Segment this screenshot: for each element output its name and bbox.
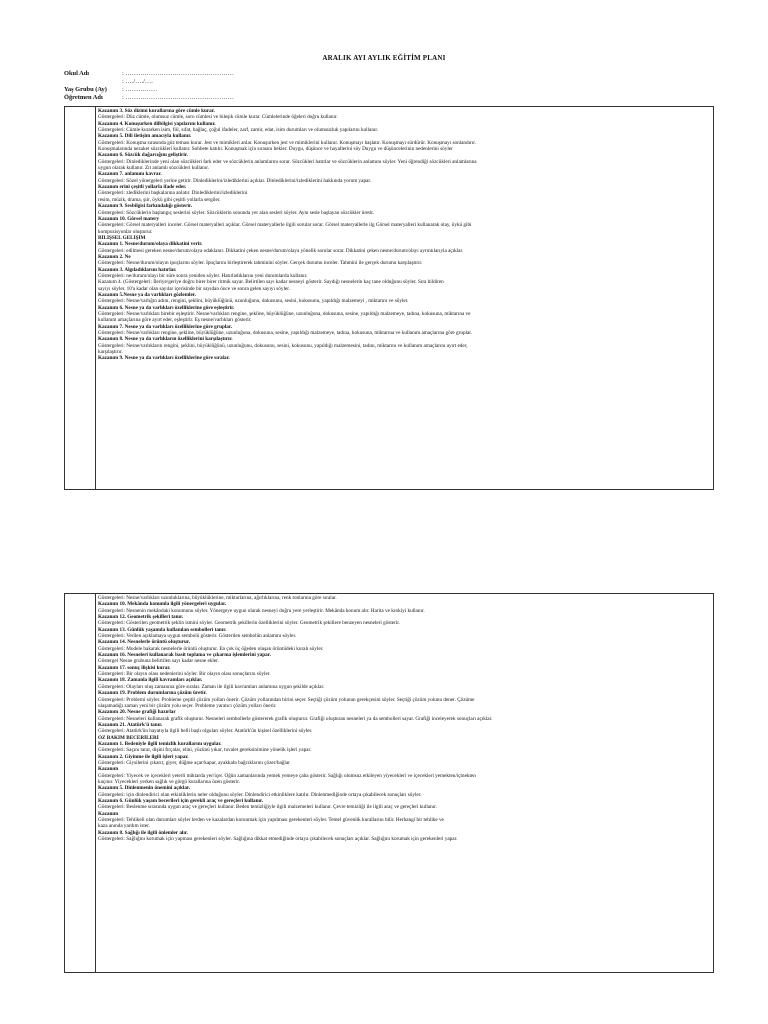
- gosterge-text: Göstergeleri: Atatürk'ün hayatıyla ilgili belli başlı olguları söyler. Atatürk'ün kişisel özelliklerini söyler.: [98, 728, 313, 735]
- info-value: : …./…./….: [122, 78, 153, 85]
- info-label: Öğretmen Adı: [64, 94, 103, 101]
- kazanim-heading: Kazanım 17. sonuç ilişkisi kurar.: [98, 664, 171, 671]
- gosterge-text: uygun olarak kullanır. Zıt anlamlı sözcükleri kullanır.: [98, 165, 209, 172]
- gosterge-text: Göstergeleri: Bir olayın olası nedenlerini söyler. Bir olayın olası sonuçlarını söyler.: [98, 671, 271, 678]
- gosterge-text: sayıyı söyler. 10'a kadar olan sayılar içerisinde bir sayıdan önce ve sonra gelen sayıyı söyler.: [98, 285, 290, 292]
- kazanim-heading: Kazanım 5. Dili iletişim amacıyla kullanır.: [98, 133, 192, 140]
- gosterge-text: ulaşamadığı zaman yeni bir çözüm yolu seçer. Probleme yaratıcı çözüm yolları önerir.: [98, 702, 277, 709]
- gosterge-text: Göstergeleri: Olayları oluş zamanına göre sıralar. Zaman ile ilgili kavramları anlamına uygun şekilde açıklar.: [98, 683, 325, 690]
- gosterge-text: Göstergeleri: edilmesi gereken nesne/durum/olaya odaklanır. Dikkatini çeken nesne/durum/olaya yönelik sorular sorar. Dikkatini çeken nesne/durum/olayı ayrıntılarıyla açıklar.: [98, 247, 464, 254]
- gosterge-text: kullanım amaçlarına göre ayırt eder, eşleştirir. Eş nesne/varlıkları gösterir.: [98, 317, 252, 324]
- kazanim-heading: Kazanım 9. Sesbilgisi farkındalığı gösterir.: [98, 203, 193, 210]
- kazanim-heading: Kazanım 8. Nesne ya da varlıkların özelliklerini karşılaştırır.: [98, 336, 233, 343]
- gosterge-text: kaçınır. Yiyecekleri yerken sağlık ve görgü kurallarına özen gösterir.: [98, 778, 241, 785]
- kazanim-heading: Kazanım 10. Görsel matery: [98, 215, 160, 222]
- gosterge-text: Göstergeleri: Nesne/varlıkların rengini, şeklini, büyüklüğünü, uzunluğunu, dokusunu, sesini, kokusunu, yapıldığı malzemesini, tadını, miktarını ve kullanım amaçlarını ayırt eder,: [98, 342, 468, 349]
- gosterge-text: Göstergeleri: zlediklerini başkalarına anlatır. Dinlediklerini/izlediklerini: [98, 190, 248, 197]
- info-value: : ……………: [122, 86, 158, 93]
- gosterge-text: Göstergeleri: ne/durum/olayı bir süre sonra yeniden söyler. Hatırladıklarını yeni durumlarda kullanır.: [98, 272, 308, 279]
- kazanim-heading: Kazanım 9. Nesne ya da varlıkları özelliklerine göre sıralar.: [98, 355, 230, 362]
- kazanim-heading: Kazanım: [98, 810, 119, 817]
- gosterge-text: Konuşmalarında nezaket sözcükleri kullanır. Sohbete katılır. Konuşmak için sırasını bekler. Duygu, düşünce ve hayallerini söy Duygu ve düşüncelerinin nedenlerini söyler: [98, 146, 453, 153]
- info-label: Yaş Grubu (Ay): [64, 86, 107, 93]
- table-left-column: [95, 107, 96, 489]
- kazanim-heading: Kazanım 3. Söz dizimi kurallarına göre cümle kurar.: [98, 108, 215, 114]
- kazanim-heading: Kazanım 6. Günlük yaşam becerileri için gerekli araç ve gereçleri kullanır.: [98, 798, 264, 804]
- kazanim-heading: Kazanım: [98, 766, 119, 773]
- gosterge-text: resim, müzik, drama, şiir, öykü gibi çeşitli yollarla sergiler.: [98, 196, 221, 203]
- gosterge-text: Göstergeleri: Problemi söyler. Probleme çeşitli çözüm yolları önerir. Çözüm yollarından birini seçer. Seçtiği çözüm yolunun gerekçesini söyler. Seçtiği çözüm yolunu dener. Çözüme: [98, 696, 475, 703]
- kazanim-heading: BİLİŞSEL GELİŞİM: [98, 234, 146, 241]
- gosterge-text: Kazanım 4. (Göstergeleri: İleriye/geriye doğru birer birer ritmik sayar. Belirtilen sayı kadar nesneyi gösterir. Saydığı nesnelerin kaç tane olduğunu söyler. Sıra bildiren: [98, 279, 444, 286]
- info-block: [64, 70, 704, 102]
- kazanim-heading: Kazanım 16. Nesneleri kullanarak basit toplama ve çıkarma işlemlerini yapar.: [98, 652, 271, 659]
- plan-table-page-1: [64, 106, 714, 490]
- gosterge-text: kaza anında yardım ister.: [98, 823, 150, 830]
- gosterge-text: Göstergeleri: Konuşma sırasında göz teması kurar. Jest ve mimikleri anlar. Konuşurken jest ve mimiklerini kullanır. Konuşmayı başlatır. Konuşmayı sürdürür. Konuşmayı sonlandırır.: [98, 139, 476, 146]
- kazanim-heading: Kazanım 21. Atatürk'ü tanır.: [98, 721, 163, 728]
- gosterge-text: Göstergeleri: Nesne/varlıkları rengine, şekline, büyüklüğüne, uzunluğuna, dokusuna, sesine, yapıldığı malzemeye, tadına, kokusuna, miktarına ve kullanım amaçlarına göre gruplar.: [98, 330, 473, 337]
- gosterge-text: Göstergeleri: Modele bakarak nesnelerle örüntü oluşturur. En çok üç öğeden oluşan örüntüdeki kuralı söyler.: [98, 645, 324, 652]
- kazanim-heading: Kazanım 6. Nesne ya da varlıkları özelliklerine göre eşleştirir.: [98, 304, 235, 311]
- gosterge-text: Göstergeleri: Nesne/durum/olayın ipuçlarını söyler. İpuçlarını birleştirerek tahminini söyler. Gerçek durumu inceler. Tahmini ile gerçek durumu karşılaştırır.: [98, 260, 423, 267]
- info-row-teacher: [64, 94, 704, 102]
- gosterge-text: Göstergeleri: Sağlığını korumak için yapması gerekenleri söyler. Sağlığına dikkat etmediğinde ortaya çıkabilecek sonuçları açıklar. Sağlığını korumak için gerekenleri yapar.: [98, 836, 458, 843]
- gosterge-text: kompozisyonlar oluşturur.: [98, 228, 153, 235]
- kazanim-heading: Kazanım 10. Mekânda konumla ilgili yönergeleri uygular.: [98, 601, 227, 608]
- info-row-date: [64, 78, 704, 86]
- kazanim-heading: Kazanım 18. Zamanla ilgili kavramları açıklar.: [98, 677, 203, 684]
- info-label: Okul Adı: [64, 70, 90, 77]
- gosterge-text: Göstergeleri: Sözel yönergeleri yerine getirir. Dinlediklerini/izlediklerini açıklar. Dinlediklerini/izlediklerini hakkında yorum yapar.: [98, 177, 372, 184]
- kazanim-heading: Kazanım 5. Dinlenmenin önemini açıklar.: [98, 785, 191, 792]
- gosterge-text: Göstergeleri: Gösterilen geometrik şeklin ismini söyler. Geometrik şekillerin özelliklerini söyler. Geometrik şekillere benzeyen nesneleri gösterir.: [98, 620, 400, 627]
- kazanim-heading: Kazanım 19. Problem durumlarına çözüm üretir.: [98, 690, 207, 697]
- gosterge-text: karşılaştırır.: [98, 349, 123, 356]
- plan-content: [98, 595, 707, 842]
- kazanim-heading: Kazanım 12. Geometrik şekilleri tanır.: [98, 614, 184, 621]
- table-left-column: [95, 594, 96, 972]
- gosterge-text: Göstergeleri: Verilen açıklamaya uygun sembolü gösterir. Gösterilen sembolün anlamını söyler.: [98, 633, 297, 640]
- kazanim-heading: Kazanım 13. Günlük yaşamda kullanılan sembolleri tanır.: [98, 626, 227, 633]
- kazanim-heading: Kazanım 5.Nesne ya da varlıkları gözlemler.: [98, 291, 196, 298]
- kazanim-heading: Kazanım 14. Nesnelerle örüntü oluşturur.: [98, 639, 191, 646]
- kazanim-heading: ÖZ BAKIM BECERİLERİ: [98, 734, 159, 741]
- kazanim-heading: Kazanım 7. anlamını kavrar.: [98, 171, 162, 178]
- gosterge-text: Göstergel Nesne grubuna belirtilen sayı kadar nesne ekler.: [98, 658, 219, 665]
- plan-table-page-2: [64, 593, 714, 973]
- gosterge-text: Göstergeleri: Nesne/varlıkları birebir eşleştirir. Nesne/varlıkları rengine, şekline, büyüklüğüne, uzunluğuna, dokusuna, sesine, yapıldığı malzemeye, tadına, kokusuna, miktarına ve: [98, 311, 471, 317]
- kazanim-heading: Kazanım 2. Ne: [98, 253, 131, 260]
- gosterge-text: Göstergeleri: Sözcüklerin başlangıç seslerini söyler. Sözcüklerin sonunda yer alan sesleri söyler. Aynı sesle başlayan sözcükler üretir.: [98, 209, 375, 216]
- page-title: ARALIK AYI AYLIK EĞİTİM PLANI: [322, 54, 446, 62]
- gosterge-text: Göstergeleri: Nesneleri kullanarak grafik oluşturur. Nesneleri sembollerle göstererek grafik oluşturur. Grafiği oluşturan nesneleri ya da sembolleri sayar. Grafiği inceleyerek sonuçları açıklar.: [98, 715, 493, 722]
- kazanim-heading: Kazanım 20. Nesne grafiği hazırlar: [98, 709, 176, 716]
- gosterge-text: Göstergeleri: Nesne/varlıkları uzunluklarına, büyüklüklerine, miktarlarına, ağırlıklarına, renk tonlarına göre sıralar.: [98, 595, 337, 601]
- kazanim-heading: Kazanım 1. Bedeniyle ilgili temizlik kurallarını uygular.: [98, 740, 222, 747]
- kazanim-heading: Kazanım 4. Konuşurken dilbilgisi yapılarını kullanır.: [98, 120, 216, 127]
- info-row-age-group: [64, 86, 704, 94]
- gosterge-text: Göstergeleri: Dinlediklerinde yeni olan sözcükleri fark eder ve sözcüklerin anlamlarını sorar. Sözcükleri hatırlar ve sözcüklerin anlamını söyler. Yeni öğrendiği sözcükleri anlamlarına: [98, 158, 477, 165]
- gosterge-text: Göstergeleri: Düz cümle, olumsuz cümle, soru cümlesi ve bileşik cümle kurar. Cümlelerinde öğeleri doğru kullanır.: [98, 114, 338, 121]
- kazanim-heading: Kazanım 2. Giyinme ile ilgili işleri yapar.: [98, 753, 189, 760]
- gosterge-text: Göstergeleri: için dinlendirici olan etkinliklerin neler olduğunu söyler. Dinlendirici etkinliklere katılır. Dinlenmediğinde ortaya çıkabilecek sonuçları söyler.: [98, 791, 422, 798]
- gosterge-text: Göstergeleri: Nesnenin mekândaki konumunu söyler. Yönergeye uygun olarak nesneyi doğru yere yerleştirir. Mekânda konum alır. Harita ve krokiyi kullanır.: [98, 607, 425, 614]
- info-value: : ……………………………………………: [122, 70, 235, 77]
- gosterge-text: Göstergeleri: Cümle kurarken isim, fiil, sıfat, bağlaç, çoğul ifadeler, zarf, zamir, edat, isim durumları ve olumsuzluk yapılarını kullanır.: [98, 127, 379, 134]
- kazanim-heading: Kazanım 8. Sağlığı ile ilgili önlemler alır.: [98, 829, 188, 836]
- kazanim-heading: Kazanım erini çeşitli yollarla ifade eder.: [98, 184, 187, 191]
- gosterge-text: Göstergeleri: Görsel materyalleri inceler. Görsel materyalleri açıklar. Görsel materyallerle ilgili sorular sorar. Görsel materyallerle ilg Görsel materyalleri kullanarak olay, öykü gibi: [98, 222, 472, 229]
- info-row-school: [64, 70, 704, 78]
- info-value: : ……………………………………………: [122, 94, 235, 101]
- kazanim-heading: Kazanım 7. Nesne ya da varlıkları özelliklerine göre gruplar.: [98, 323, 232, 330]
- kazanim-heading: Kazanım 3. Algıladıklarını hatırlar.: [98, 266, 177, 273]
- gosterge-text: Göstergeleri: Saçını tarar, dişini fırçalar, elini, yüzünü yıkar, tuvalet gereksinimine yönelik işleri yapar.: [98, 747, 312, 754]
- gosterge-text: Göstergeleri: Nesne/varlığın adını, rengini, şeklini, büyüklüğünü, uzunluğunu, dokusunu, sesini, kokusunu, yapıldığı malzemeyi , miktarını ve söyler.: [98, 298, 409, 305]
- plan-content: [98, 108, 707, 362]
- gosterge-text: Göstergeleri: Tehlikeli olan durumları söyler lerden ve kazalardan korunmak için yapılması gerekenleri söyler. Temel güvenlik kurallarını bilir. Herhangi bir tehlike ve: [98, 817, 444, 824]
- gosterge-text: Göstergeleri: Beslenme sırasında uygun araç ve gereçleri kullanır. Beden temizliğiyle ilgili malzemeleri kullanır. Çevre temizliği ile ilgili araç ve gereçleri kullanır.: [98, 804, 437, 811]
- gosterge-text: Göstergeleri: Giysilerini çıkarır, giyer, düğme açar/kapar, ayakkabı bağcıklarını çözer/bağlar: [98, 759, 290, 766]
- kazanim-heading: Kazanım 6. Sözcük dağarcığını geliştirir.: [98, 152, 188, 159]
- gosterge-text: Göstergeleri: Yiyecek ve içecekleri yeterli miktarda yer/içer. Öğün zamanlarında yemek yemeye çaba gösterir. Sağlığı olumsuz etkileyen yiyecekleri ve içecekleri yemekten/içmekten: [98, 772, 476, 779]
- kazanim-heading: Kazanım 1. Nesne/durum/olaya dikkatini verir.: [98, 241, 203, 248]
